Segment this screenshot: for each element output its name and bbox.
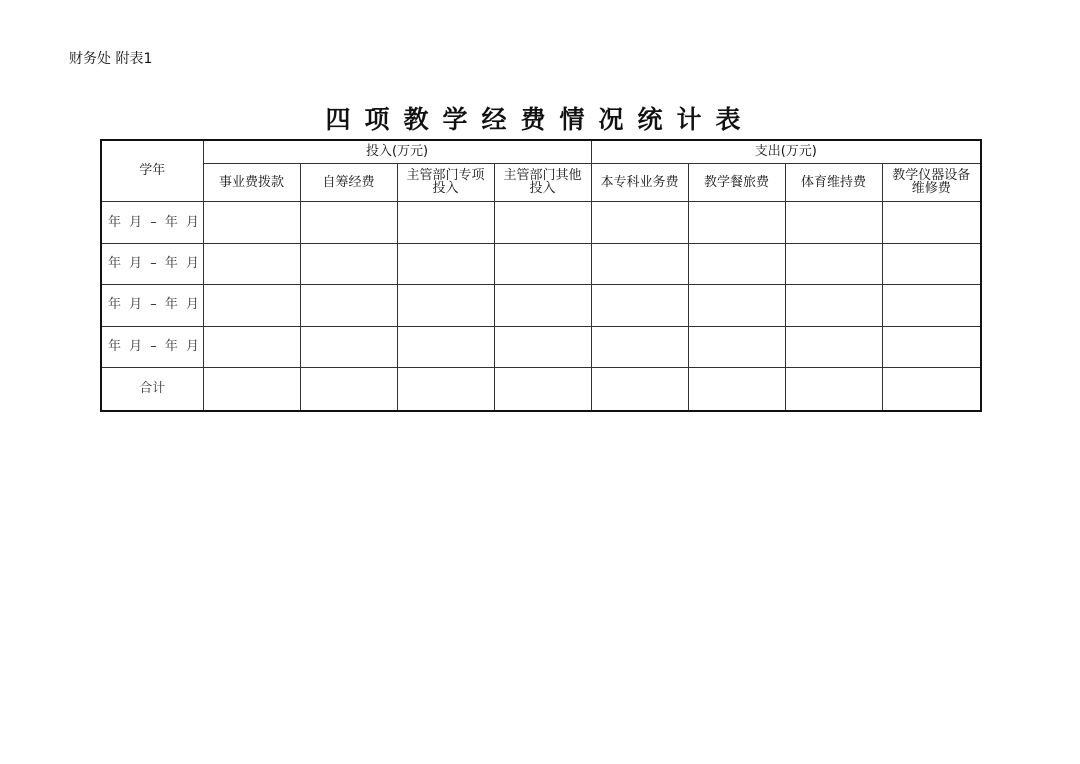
data-cell[interactable] <box>203 367 300 411</box>
data-cell[interactable] <box>882 326 981 367</box>
data-cell[interactable] <box>591 367 688 411</box>
data-cell[interactable] <box>300 243 397 284</box>
column-header: 主管部门其他投入 <box>494 163 591 201</box>
column-header: 自筹经费 <box>300 163 397 201</box>
total-label: 合计 <box>101 367 203 411</box>
row-header-year: 学年 <box>101 140 203 202</box>
data-cell[interactable] <box>785 202 882 243</box>
data-cell[interactable] <box>785 285 882 326</box>
data-cell[interactable] <box>591 202 688 243</box>
data-cell[interactable] <box>494 326 591 367</box>
data-cell[interactable] <box>397 326 494 367</box>
data-cell[interactable] <box>785 243 882 284</box>
group-header-input: 投入(万元) <box>203 140 591 163</box>
data-cell[interactable] <box>300 326 397 367</box>
data-cell[interactable] <box>203 326 300 367</box>
year-cell: 年 月 – 年 月 <box>101 326 203 367</box>
year-cell: 年 月 – 年 月 <box>101 243 203 284</box>
column-header: 本专科业务费 <box>591 163 688 201</box>
column-header: 体育维持费 <box>785 163 882 201</box>
data-cell[interactable] <box>882 367 981 411</box>
data-cell[interactable] <box>688 243 785 284</box>
data-cell[interactable] <box>300 285 397 326</box>
data-cell[interactable] <box>688 326 785 367</box>
column-header: 主管部门专项投入 <box>397 163 494 201</box>
year-cell: 年 月 – 年 月 <box>101 285 203 326</box>
data-cell[interactable] <box>494 243 591 284</box>
data-cell[interactable] <box>882 285 981 326</box>
table-row <box>101 243 981 284</box>
data-cell[interactable] <box>397 367 494 411</box>
data-cell[interactable] <box>203 202 300 243</box>
data-cell[interactable] <box>397 202 494 243</box>
data-cell[interactable] <box>785 326 882 367</box>
header-note: 财务处 附表1 <box>69 51 153 67</box>
table-row <box>101 202 981 243</box>
data-cell[interactable] <box>300 367 397 411</box>
data-cell[interactable] <box>688 202 785 243</box>
data-cell[interactable] <box>882 202 981 243</box>
data-cell[interactable] <box>494 285 591 326</box>
data-cell[interactable] <box>494 202 591 243</box>
data-cell[interactable] <box>591 285 688 326</box>
page-title: 四项教学经费情况统计表 <box>325 105 755 134</box>
column-header: 教学餐旅费 <box>688 163 785 201</box>
data-cell[interactable] <box>300 202 397 243</box>
column-header: 教学仪器设备维修费 <box>882 163 981 201</box>
statistics-table <box>100 139 982 412</box>
data-cell[interactable] <box>203 285 300 326</box>
column-header: 事业费拨款 <box>203 163 300 201</box>
total-row <box>101 367 981 411</box>
data-cell[interactable] <box>688 285 785 326</box>
data-cell[interactable] <box>591 326 688 367</box>
data-cell[interactable] <box>203 243 300 284</box>
year-cell: 年 月 – 年 月 <box>101 202 203 243</box>
data-cell[interactable] <box>494 367 591 411</box>
table-row <box>101 326 981 367</box>
data-cell[interactable] <box>397 285 494 326</box>
group-header-expense: 支出(万元) <box>591 140 981 163</box>
data-cell[interactable] <box>882 243 981 284</box>
data-cell[interactable] <box>688 367 785 411</box>
data-cell[interactable] <box>591 243 688 284</box>
table-row <box>101 285 981 326</box>
data-cell[interactable] <box>397 243 494 284</box>
data-cell[interactable] <box>785 367 882 411</box>
